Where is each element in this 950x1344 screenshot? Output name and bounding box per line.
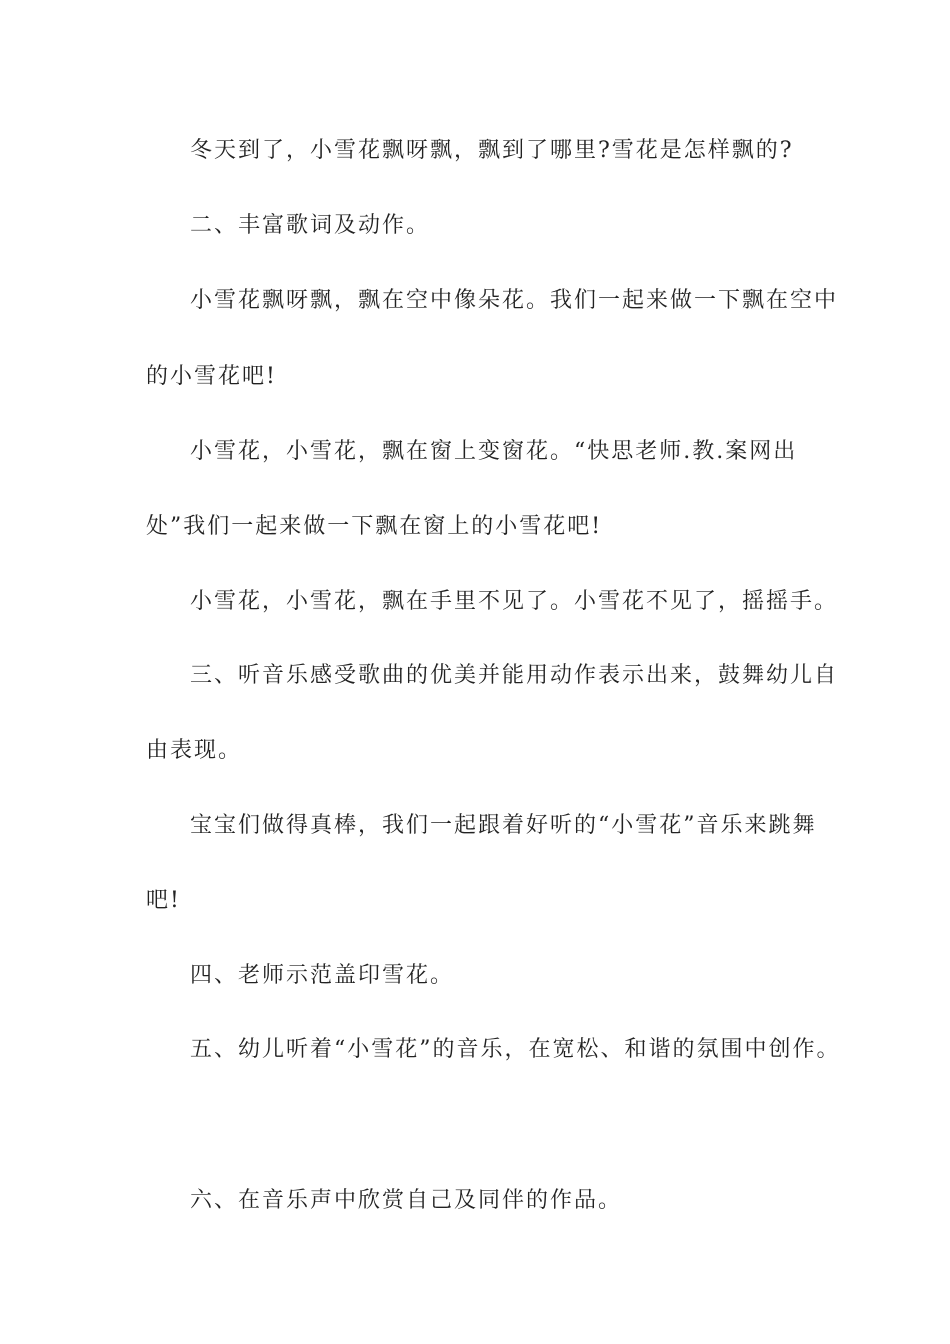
paragraph-window-line-2: 处”我们一起来做一下飘在窗上的小雪花吧! <box>146 514 603 539</box>
paragraph-intro-question: 冬天到了，小雪花飘呀飘，飘到了哪里?雪花是怎样飘的? <box>190 138 794 163</box>
step-3-heading-line-2: 由表现。 <box>146 738 243 763</box>
step-2-heading: 二、丰富歌词及动作。 <box>190 213 431 238</box>
paragraph-sky-line-1: 小雪花飘呀飘，飘在空中像朵花。我们一起来做一下飘在空中 <box>190 288 839 313</box>
paragraph-sky-line-2: 的小雪花吧! <box>146 364 277 389</box>
paragraph-dance-line-2: 吧! <box>146 888 181 913</box>
step-3-heading-line-1: 三、听音乐感受歌曲的优美并能用动作表示出来，鼓舞幼儿自 <box>190 663 839 688</box>
step-5-heading: 五、幼儿听着“小雪花”的音乐，在宽松、和谐的氛围中创作。 <box>190 1037 841 1062</box>
paragraph-window-line-1: 小雪花，小雪花，飘在窗上变窗花。“快思老师.教.案网出 <box>190 439 798 464</box>
paragraph-dance-line-1: 宝宝们做得真棒，我们一起跟着好听的“小雪花”音乐来跳舞 <box>190 813 817 838</box>
step-6-heading: 六、在音乐声中欣赏自己及同伴的作品。 <box>190 1188 623 1213</box>
step-4-heading: 四、老师示范盖印雪花。 <box>190 963 455 988</box>
paragraph-hand: 小雪花，小雪花，飘在手里不见了。小雪花不见了，摇摇手。 <box>190 589 839 614</box>
